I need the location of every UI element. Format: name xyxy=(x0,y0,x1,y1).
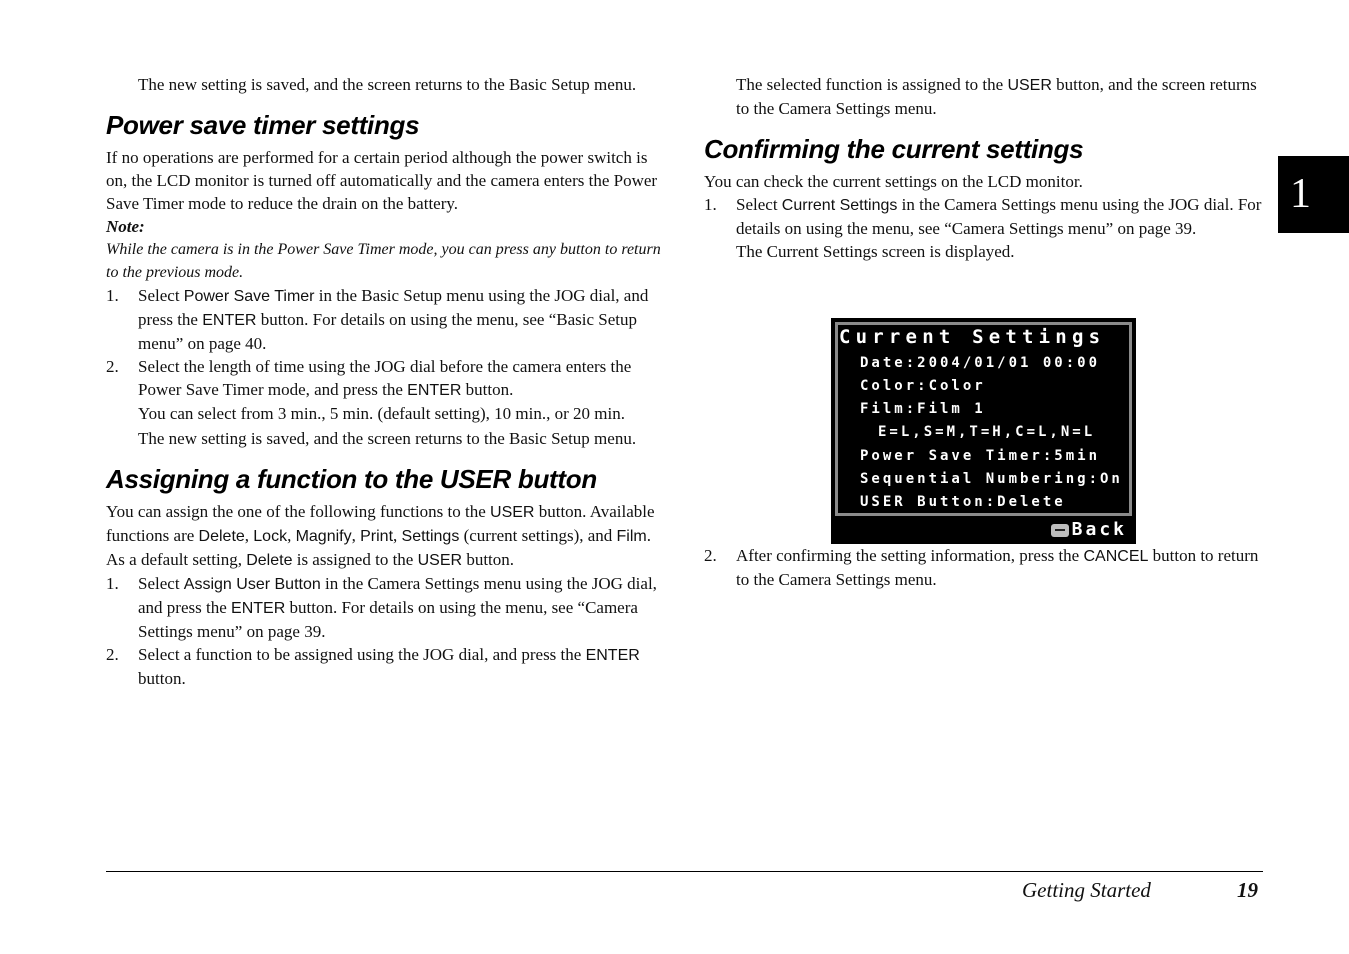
ui-term: USER xyxy=(417,552,463,569)
step-number: 2. xyxy=(106,357,119,376)
intro-paragraph xyxy=(704,73,1262,120)
step-text: in the Camera Settings menu using the JOG dial, and press the xyxy=(138,574,657,617)
step-text: Select the length of time using the JOG dial before the camera enters the Power Save Timer mode, and press the xyxy=(138,357,632,399)
body-text: You can assign the one of the following functions to the xyxy=(106,502,491,521)
footer-divider xyxy=(106,871,1263,872)
lcd-line-film: Film:Film 1 xyxy=(860,401,986,417)
ui-term: ENTER xyxy=(202,312,257,329)
power-save-steps xyxy=(106,284,664,450)
step-text: Select xyxy=(138,574,184,593)
lcd-line-color: Color:Color xyxy=(860,378,986,394)
step-text: button. xyxy=(138,669,186,688)
heading-power-save: Power save timer settings xyxy=(106,110,420,140)
step-subparagraph: The Current Settings screen is displayed. xyxy=(736,242,1015,261)
step-text: in the Camera Settings menu using the JOG dial. For details on using the menu, see “Camera Settings menu” on page 39. xyxy=(736,195,1262,238)
body-text: The selected function is assigned to the xyxy=(736,75,1008,94)
step-text: button. xyxy=(461,380,514,399)
step-number: 1. xyxy=(106,574,119,593)
note-text: While the camera is in the Power Save Timer mode, you can press any button to return to the previous mode. xyxy=(106,241,661,281)
step-number: 2. xyxy=(704,546,717,565)
note-title: Note: xyxy=(106,217,145,236)
page-number: 19 xyxy=(1237,878,1258,902)
ui-term: CANCEL xyxy=(1083,548,1149,565)
list-item xyxy=(106,643,664,690)
step-text: button to return to the Camera Settings menu. xyxy=(736,546,1259,589)
step-number: 1. xyxy=(704,195,717,214)
body-text: . As a default setting, xyxy=(106,526,651,569)
intro-paragraph: The new setting is saved, and the screen returns to the Basic Setup menu. xyxy=(138,75,637,94)
body-text: , xyxy=(393,526,402,545)
left-column xyxy=(106,73,664,690)
body-text: , xyxy=(351,526,361,545)
list-item xyxy=(704,544,1262,591)
step-text: Select xyxy=(138,286,184,305)
ui-term: USER xyxy=(1007,77,1052,94)
assign-steps xyxy=(106,572,664,690)
lcd-line-film-params: E=L,S=M,T=H,C=L,N=L xyxy=(878,424,1096,440)
list-item xyxy=(106,355,664,450)
body-text: is assigned to the xyxy=(292,550,418,569)
ui-term: Delete xyxy=(198,528,245,545)
body-text: (current settings), and xyxy=(459,526,617,545)
return-arrow-icon xyxy=(1051,524,1069,537)
ui-term: Lock xyxy=(253,528,288,545)
lcd-line-power-save: Power Save Timer:5min xyxy=(860,448,1101,464)
body-text: button. xyxy=(462,550,515,569)
ui-term: Assign User Button xyxy=(183,576,321,593)
ui-term: Delete xyxy=(246,552,293,569)
ui-term: Current Settings xyxy=(781,197,898,214)
lcd-line-user-button: USER Button:Delete xyxy=(860,494,1066,510)
lcd-line-date: Date:2004/01/01 00:00 xyxy=(860,355,1101,371)
lcd-current-settings-screen xyxy=(831,318,1136,544)
lcd-back xyxy=(1051,519,1127,541)
body-text: button. Available functions are xyxy=(106,502,655,545)
step-text: Select xyxy=(736,195,782,214)
chapter-tab: 1 xyxy=(1278,156,1349,233)
step-number: 2. xyxy=(106,645,119,664)
step-number: 1. xyxy=(106,286,119,305)
step-text: After confirming the setting information, press the xyxy=(736,546,1084,565)
step-text: button. For details on using the menu, see “Basic Setup menu” on page 40. xyxy=(138,310,638,353)
body-text: , xyxy=(287,526,296,545)
heading-confirm-settings: Confirming the current settings xyxy=(704,134,1084,164)
step-subparagraph: You can select from 3 min., 5 min. (default setting), 10 min., or 20 min. xyxy=(138,404,625,423)
step-text: in the Basic Setup menu using the JOG dial, and press the xyxy=(138,286,649,329)
list-item xyxy=(704,193,1262,263)
ui-term: Magnify xyxy=(295,528,352,545)
body-text: button, and the screen returns to the Camera Settings menu. xyxy=(736,75,1257,118)
power-save-body: If no operations are performed for a certain period although the power switch is on, the LCD monitor is turned off automatically and the camera enters the Power Save Timer mode to reduce the drain on the battery. xyxy=(106,148,658,213)
ui-term: Power Save Timer xyxy=(183,288,315,305)
list-item xyxy=(106,572,664,643)
ui-term: ENTER xyxy=(585,647,640,664)
step-text: button. For details on using the menu, see “Camera Settings menu” on page 39. xyxy=(138,598,638,641)
step-text: Select a function to be assigned using the JOG dial, and press the xyxy=(138,645,586,664)
ui-term: Film xyxy=(616,528,647,545)
ui-term: Settings xyxy=(401,528,460,545)
ui-term: Print xyxy=(360,528,394,545)
step-subparagraph: The new setting is saved, and the screen returns to the Basic Setup menu. xyxy=(138,429,637,448)
body-text: , xyxy=(244,526,254,545)
lcd-title: Current Settings xyxy=(839,326,1106,348)
list-item xyxy=(106,284,664,355)
confirm-body: You can check the current settings on the LCD monitor. xyxy=(704,172,1083,191)
heading-assign-user: Assigning a function to the USER button xyxy=(106,464,597,494)
ui-term: ENTER xyxy=(231,600,286,617)
assign-body xyxy=(106,500,664,572)
lcd-back-label: Back xyxy=(1071,519,1127,540)
footer-section-title: Getting Started xyxy=(1022,878,1151,902)
lcd-line-sequential: Sequential Numbering:On xyxy=(860,471,1123,487)
ui-term: USER xyxy=(490,504,535,521)
ui-term: ENTER xyxy=(407,382,462,399)
